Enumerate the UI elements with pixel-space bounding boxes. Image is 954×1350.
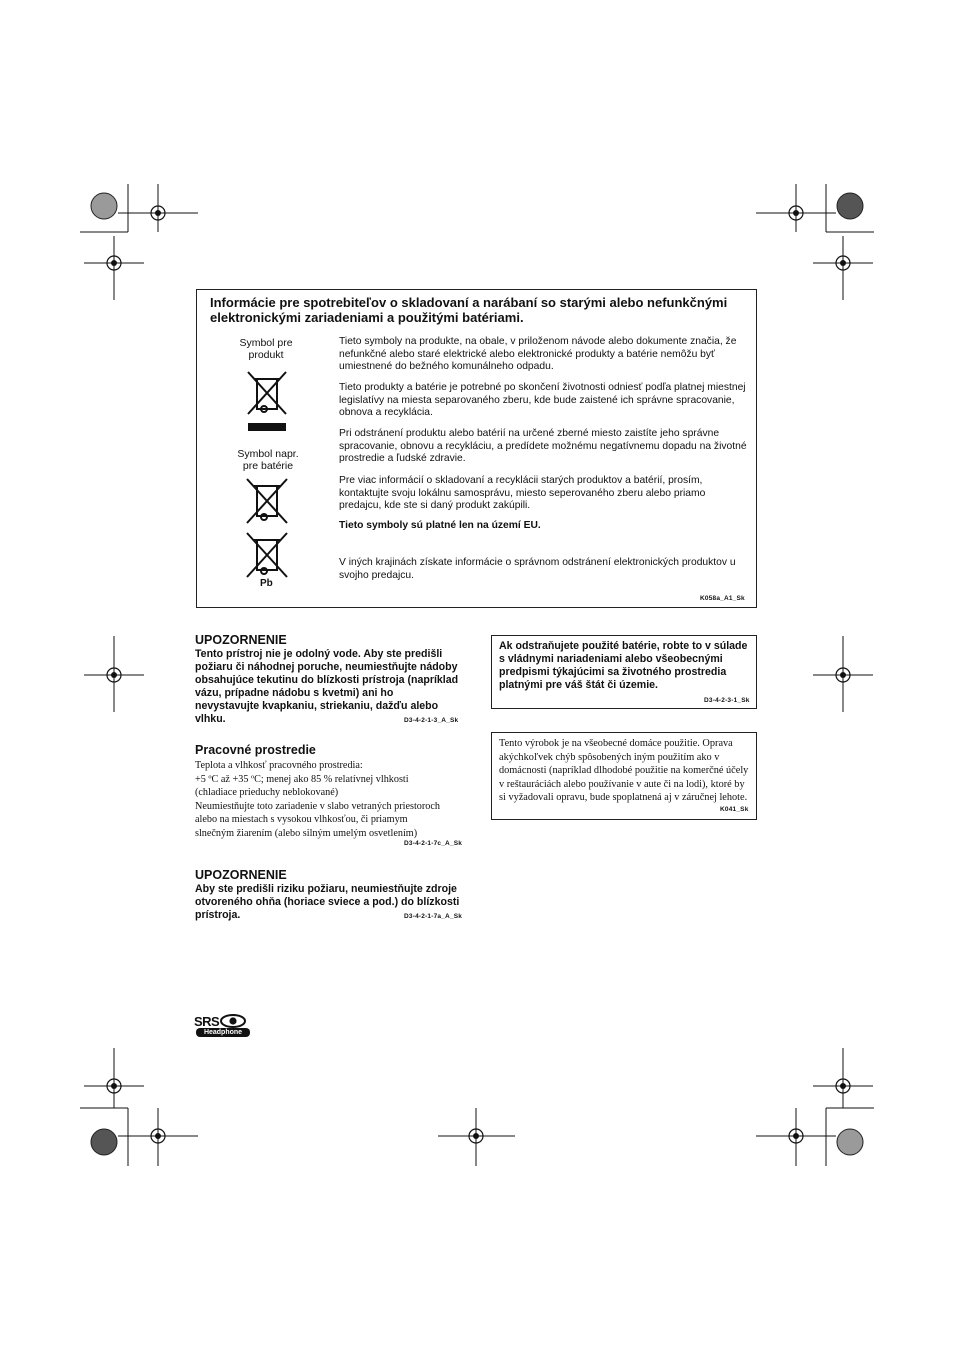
battery-code: D3-4-2-3-1_Sk bbox=[704, 697, 750, 704]
warning2-text: Aby ste predišli riziku požiaru, neumiestňujte zdroje otvoreného ohňa (horiace sviece a pod.) do blízkosti prístroja. bbox=[195, 883, 460, 921]
crossed-bin-battery-icon bbox=[244, 476, 290, 526]
environment-line-2: +5 ºC až +35 ºC; menej ako 85 % relatívnej vlhkosti bbox=[195, 773, 409, 785]
environment-line-3: (chladiace prieduchy neblokované) bbox=[195, 787, 339, 799]
weee-paragraph-1: Tieto symboly na produkte, na obale, v priloženom návode alebo dokumente značia, že nefunkčné alebo staré elektrické alebo elektronické produkty a batérie nemôžu byť umiestnené do bežného komunálneho odpadu. bbox=[339, 336, 737, 373]
srs-circle-icon bbox=[220, 1014, 246, 1028]
environment-heading: Pracovné prostredie bbox=[195, 743, 316, 757]
crossed-bin-icon bbox=[244, 368, 290, 432]
weee-title: Informácie pre spotrebiteľov o skladovaní a narábaní so starými alebo nefunkčnými elektronickými zariadeniami a použitými batériami. bbox=[210, 295, 728, 325]
warning2-code: D3-4-2-1-7a_A_Sk bbox=[404, 913, 463, 920]
weee-code: K058a_A1_Sk bbox=[700, 595, 745, 602]
pb-label: Pb bbox=[260, 578, 273, 589]
srs-brand: SRS bbox=[194, 1013, 220, 1029]
srs-sub-badge: Headphone bbox=[196, 1028, 250, 1037]
symbol-label-product bbox=[232, 337, 300, 361]
warranty-text: Tento výrobok je na všeobecné domáce použitie. Oprava akýchkoľvek chýb spôsobených iným použitím ako v domácnosti (napríklad dlhodobé použitie na komerčné účely v reštauráciách alebo používanie v aute či na lodi), ktoré by si vyžadovali opravu, bude spoplatnená aj v záručnej lehote. bbox=[499, 738, 749, 804]
srs-headphone-logo bbox=[194, 1014, 252, 1038]
environment-line-5: alebo na miestach s vysokou vlhkosťou, či priamym bbox=[195, 814, 408, 826]
battery-text: Ak odstraňujete použité batérie, robte to v súlade s vládnymi nariadeniami alebo všeobecnými predpismi týkajúcimi sa životného prostredia platnými pre váš štát či územie. bbox=[499, 640, 748, 691]
symbol-label-battery bbox=[229, 448, 307, 472]
symbol-label-battery-line2: pre batérie bbox=[242, 460, 294, 472]
crossed-bin-pb-icon bbox=[244, 530, 290, 580]
symbol-label-product-line1: Symbol pre bbox=[239, 337, 293, 349]
weee-paragraph-4: Pre viac informácií o skladovaní a recyklácii starých produktov a batérií, prosím, kontaktujte svoju lokálnu samosprávu, miesto seperovaného zberu alebo priamo predajcu, kde ste si daný produkt zakúpili. bbox=[339, 475, 706, 512]
warning1-code: D3-4-2-1-3_A_Sk bbox=[404, 717, 459, 724]
environment-line-6: slnečným žiarením (alebo silným umelým osvetlením) bbox=[195, 827, 418, 839]
weee-paragraph-3: Pri odstránení produktu alebo batérií na určené zberné miesto zaistíte jeho správne spracovanie, obnovu a recykláciu, a predídete možnému negatívnemu dopadu na životné prostredie a ľudské zdravie. bbox=[339, 428, 747, 465]
environment-line-4: Neumiestňujte toto zariadenie v slabo vetraných priestoroch bbox=[195, 800, 440, 812]
warning2-heading: UPOZORNENIE bbox=[195, 868, 287, 882]
warning1-heading: UPOZORNENIE bbox=[195, 633, 287, 647]
environment-code: D3-4-2-1-7c_A_Sk bbox=[404, 840, 463, 847]
symbol-label-product-line2: produkt bbox=[248, 349, 284, 361]
environment-line-1: Teplota a vlhkosť pracovného prostredia: bbox=[195, 760, 363, 771]
warning1-text: Tento prístroj nie je odolný vode. Aby ste predišli požiaru či náhodnej poruche, neumiestňujte nádoby obsahujúce tekutinu do blízkosti prístroja (napríklad vázu, prípadne nádobu s kvetmi) ani ho nevystavujte kvapkaniu, striekaniu, dažďu alebo vlhku. bbox=[195, 648, 459, 725]
symbol-label-battery-line1: Symbol napr. bbox=[237, 448, 299, 460]
weee-eu-note: Tieto symboly sú platné len na území EU. bbox=[339, 520, 541, 531]
environment-text bbox=[195, 759, 465, 841]
srs-logo-text bbox=[194, 1014, 246, 1028]
warranty-code: K041_Sk bbox=[720, 806, 749, 813]
weee-other-countries: V iných krajinách získate informácie o správnom odstránení elektronických produktov u svojho predajcu. bbox=[339, 557, 736, 581]
weee-paragraph-2: Tieto produkty a batérie je potrebné po skončení životnosti odniesť podľa platnej miestnej legislatívy na miesta separovaného zberu, kde bude zaistené ich správne spracovanie, obnova a recyklácia. bbox=[339, 382, 746, 419]
